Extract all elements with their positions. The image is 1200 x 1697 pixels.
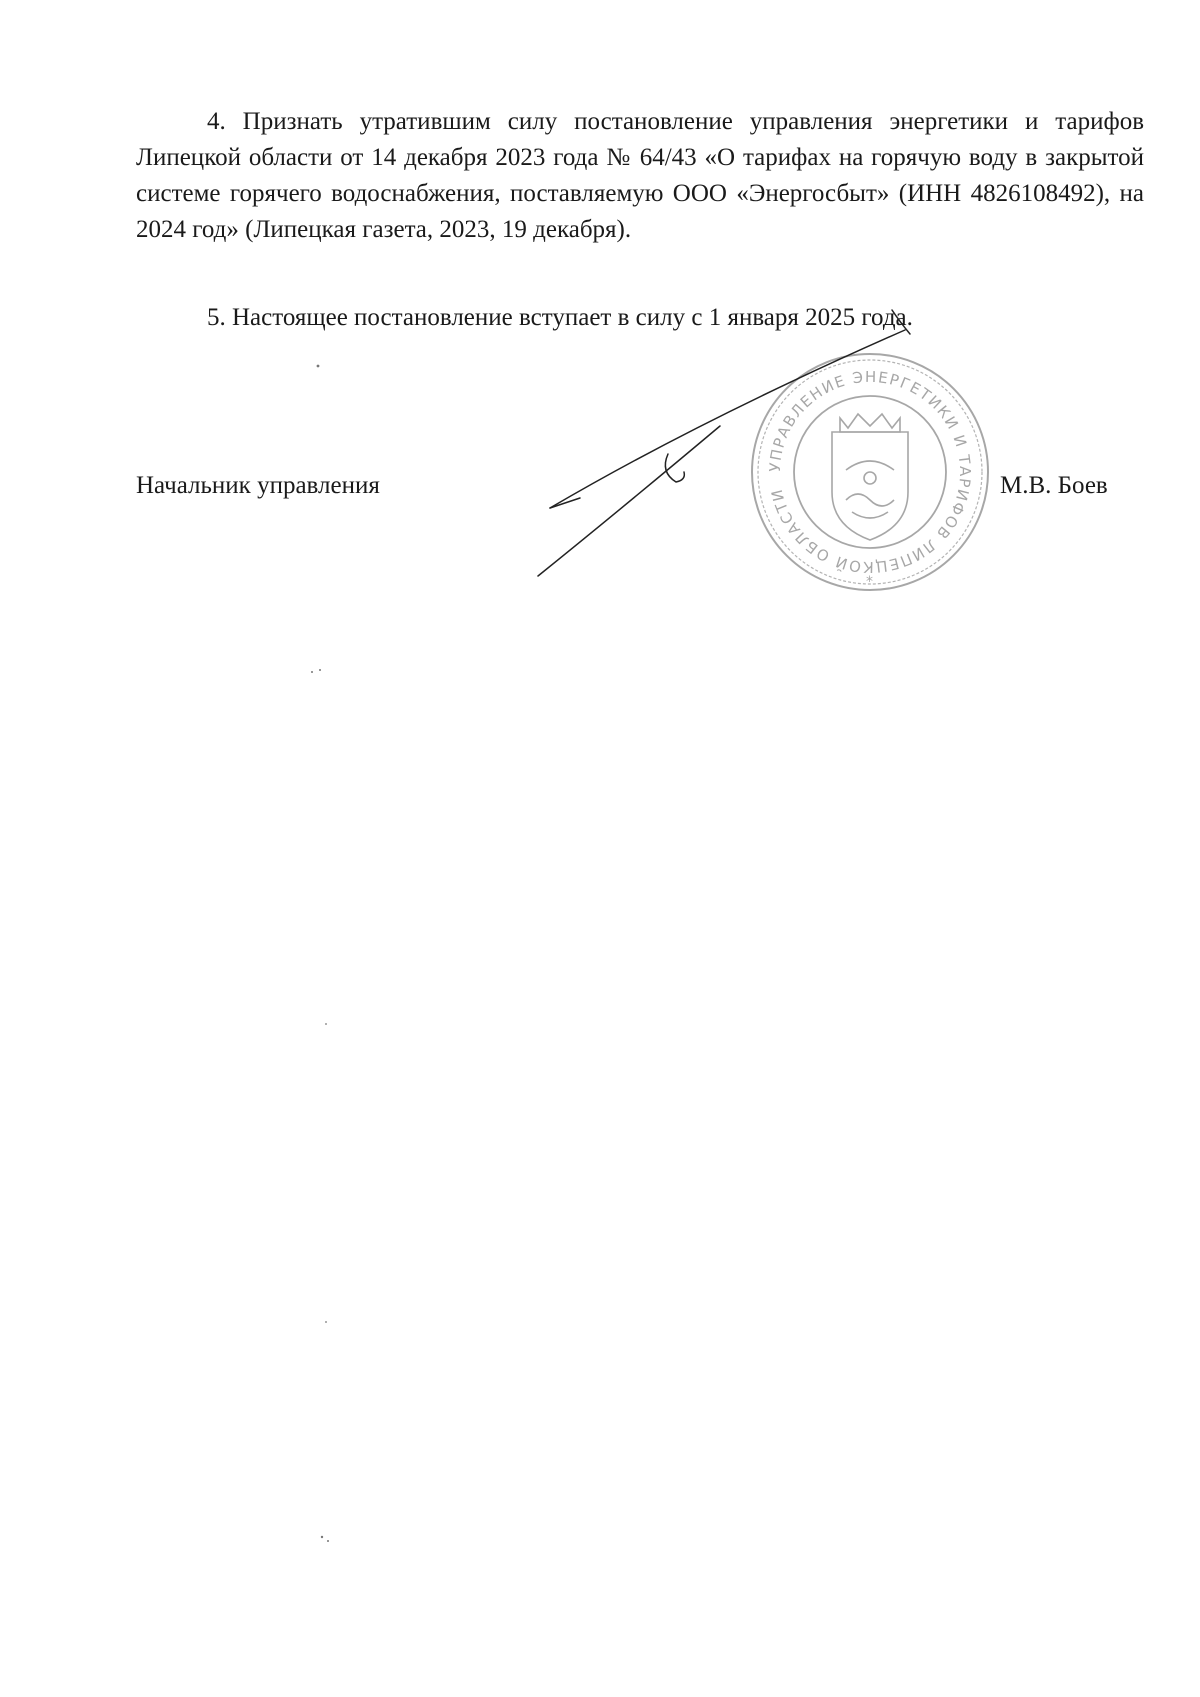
- signer-name: М.В. Боев: [1000, 472, 1108, 499]
- handwritten-signature: [538, 310, 910, 576]
- signer-title: Начальник управления: [136, 472, 380, 499]
- svg-text:*: *: [866, 574, 873, 590]
- official-stamp: [752, 354, 988, 590]
- paragraph-5: 5. Настоящее постановление вступает в силу с 1 января 2025 года.: [207, 304, 913, 331]
- coat-of-arms-icon: [832, 414, 908, 540]
- paragraph-4: 4. Признать утратившим силу постановление управления энергетики и тарифов Липецкой области от 14 декабря 2023 года № 64/43 «О тарифах на горячую воду в закрытой системе горячего водоснабжения, поставляемую ООО «Энергосбыт» (ИНН 4826108492), на 2024 год» (Липецкая газета, 2023, 19 декабря).: [136, 108, 1144, 243]
- scan-specks: [311, 365, 329, 1542]
- stamp-ring-text: УПРАВЛЕНИЕ ЭНЕРГЕТИКИ И ТАРИФОВ ЛИПЕЦКОЙ ОБЛАСТИ: [765, 367, 975, 577]
